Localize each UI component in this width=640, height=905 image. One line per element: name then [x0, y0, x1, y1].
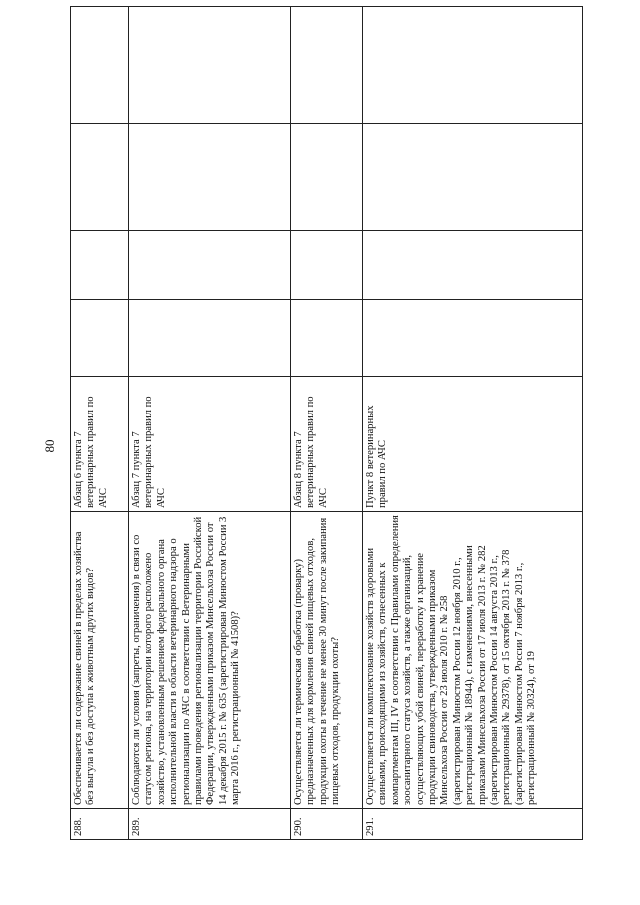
- empty-cell: [363, 300, 583, 377]
- empty-cell: [71, 231, 129, 300]
- requirement-cell: Абзац 8 пункта 7 ветеринарных правил по АЧС: [291, 377, 363, 512]
- empty-cell: [363, 124, 583, 231]
- empty-cell: [129, 124, 291, 231]
- question-cell: Осуществляется ли термическая обработка (проварку) предназначенных для кормления свиней пищевых отходов, продукции охоты в течение не менее 30 минут после закипания пищевых отходов, продукции охоты?: [291, 512, 363, 809]
- row-number: 291.: [363, 809, 583, 840]
- empty-cell: [363, 7, 583, 124]
- row-number: 289.: [129, 809, 291, 840]
- rotated-table-wrapper: [70, 70, 582, 840]
- table-row: [71, 7, 129, 840]
- requirement-cell: Пункт 8 ветеринарных правил по АЧС: [363, 377, 583, 512]
- table-row: [363, 7, 583, 840]
- question-cell: Осуществляется ли комплектование хозяйств здоровыми свиньями, происходящими из хозяйств, отнесенных к компартментам III, IV в соответствии с Правилами определения зоосанитарного статуса хозяйств, а также организаций, осуществляющих убой свиней, переработку и хранение продукции свиноводства, утвержденными приказом Минсельхоза России от 23 июля 2010 г. № 258 (зарегистрирован Минюстом России 12 ноября 2010 г., регистрационный № 18944), с изменениями, внесенными приказами Минсельхоза России от 17 июля 2013 г. № 282 (зарегистрирован Минюстом России 14 августа 2013 г., регистрационный № 29378), от 15 октября 2013 г. № 378 (зарегистрирован Минюстом России 7 ноября 2013 г., регистрационный № 30324), от 19: [363, 512, 583, 809]
- checklist-table: [70, 6, 583, 840]
- empty-cell: [291, 300, 363, 377]
- row-number: 290.: [291, 809, 363, 840]
- empty-cell: [291, 231, 363, 300]
- table-row: [129, 7, 291, 840]
- requirement-cell: Абзац 7 пункта 7 ветеринарных правил по АЧС: [129, 377, 291, 512]
- table-row: [291, 7, 363, 840]
- empty-cell: [71, 124, 129, 231]
- empty-cell: [129, 231, 291, 300]
- row-number: 288.: [71, 809, 129, 840]
- empty-cell: [129, 7, 291, 124]
- empty-cell: [129, 300, 291, 377]
- requirement-cell: Абзац 6 пункта 7 ветеринарных правил по АЧС: [71, 377, 129, 512]
- page-number: 80: [42, 439, 57, 453]
- question-cell: Соблюдаются ли условия (запреты, ограничения) в связи со статусом региона, на территории которого расположено хозяйство, установленным решением федерального органа исполнительной власти в области ветеринарного надзора о регионализации по АЧС в соответствии с Ветеринарными правилами проведения регионализации территории Российской Федерации, утвержденными приказом Минсельхоза России от 14 декабря 2015 г. № 635 (зарегистрирован Минюстом России 3 марта 2016 г., регистрационный № 41508)?: [129, 512, 291, 809]
- empty-cell: [291, 124, 363, 231]
- empty-cell: [363, 231, 583, 300]
- empty-cell: [71, 7, 129, 124]
- question-cell: Обеспечивается ли содержание свиней в пределах хозяйства без выгула и без доступа к животным других видов?: [71, 512, 129, 809]
- empty-cell: [291, 7, 363, 124]
- empty-cell: [71, 300, 129, 377]
